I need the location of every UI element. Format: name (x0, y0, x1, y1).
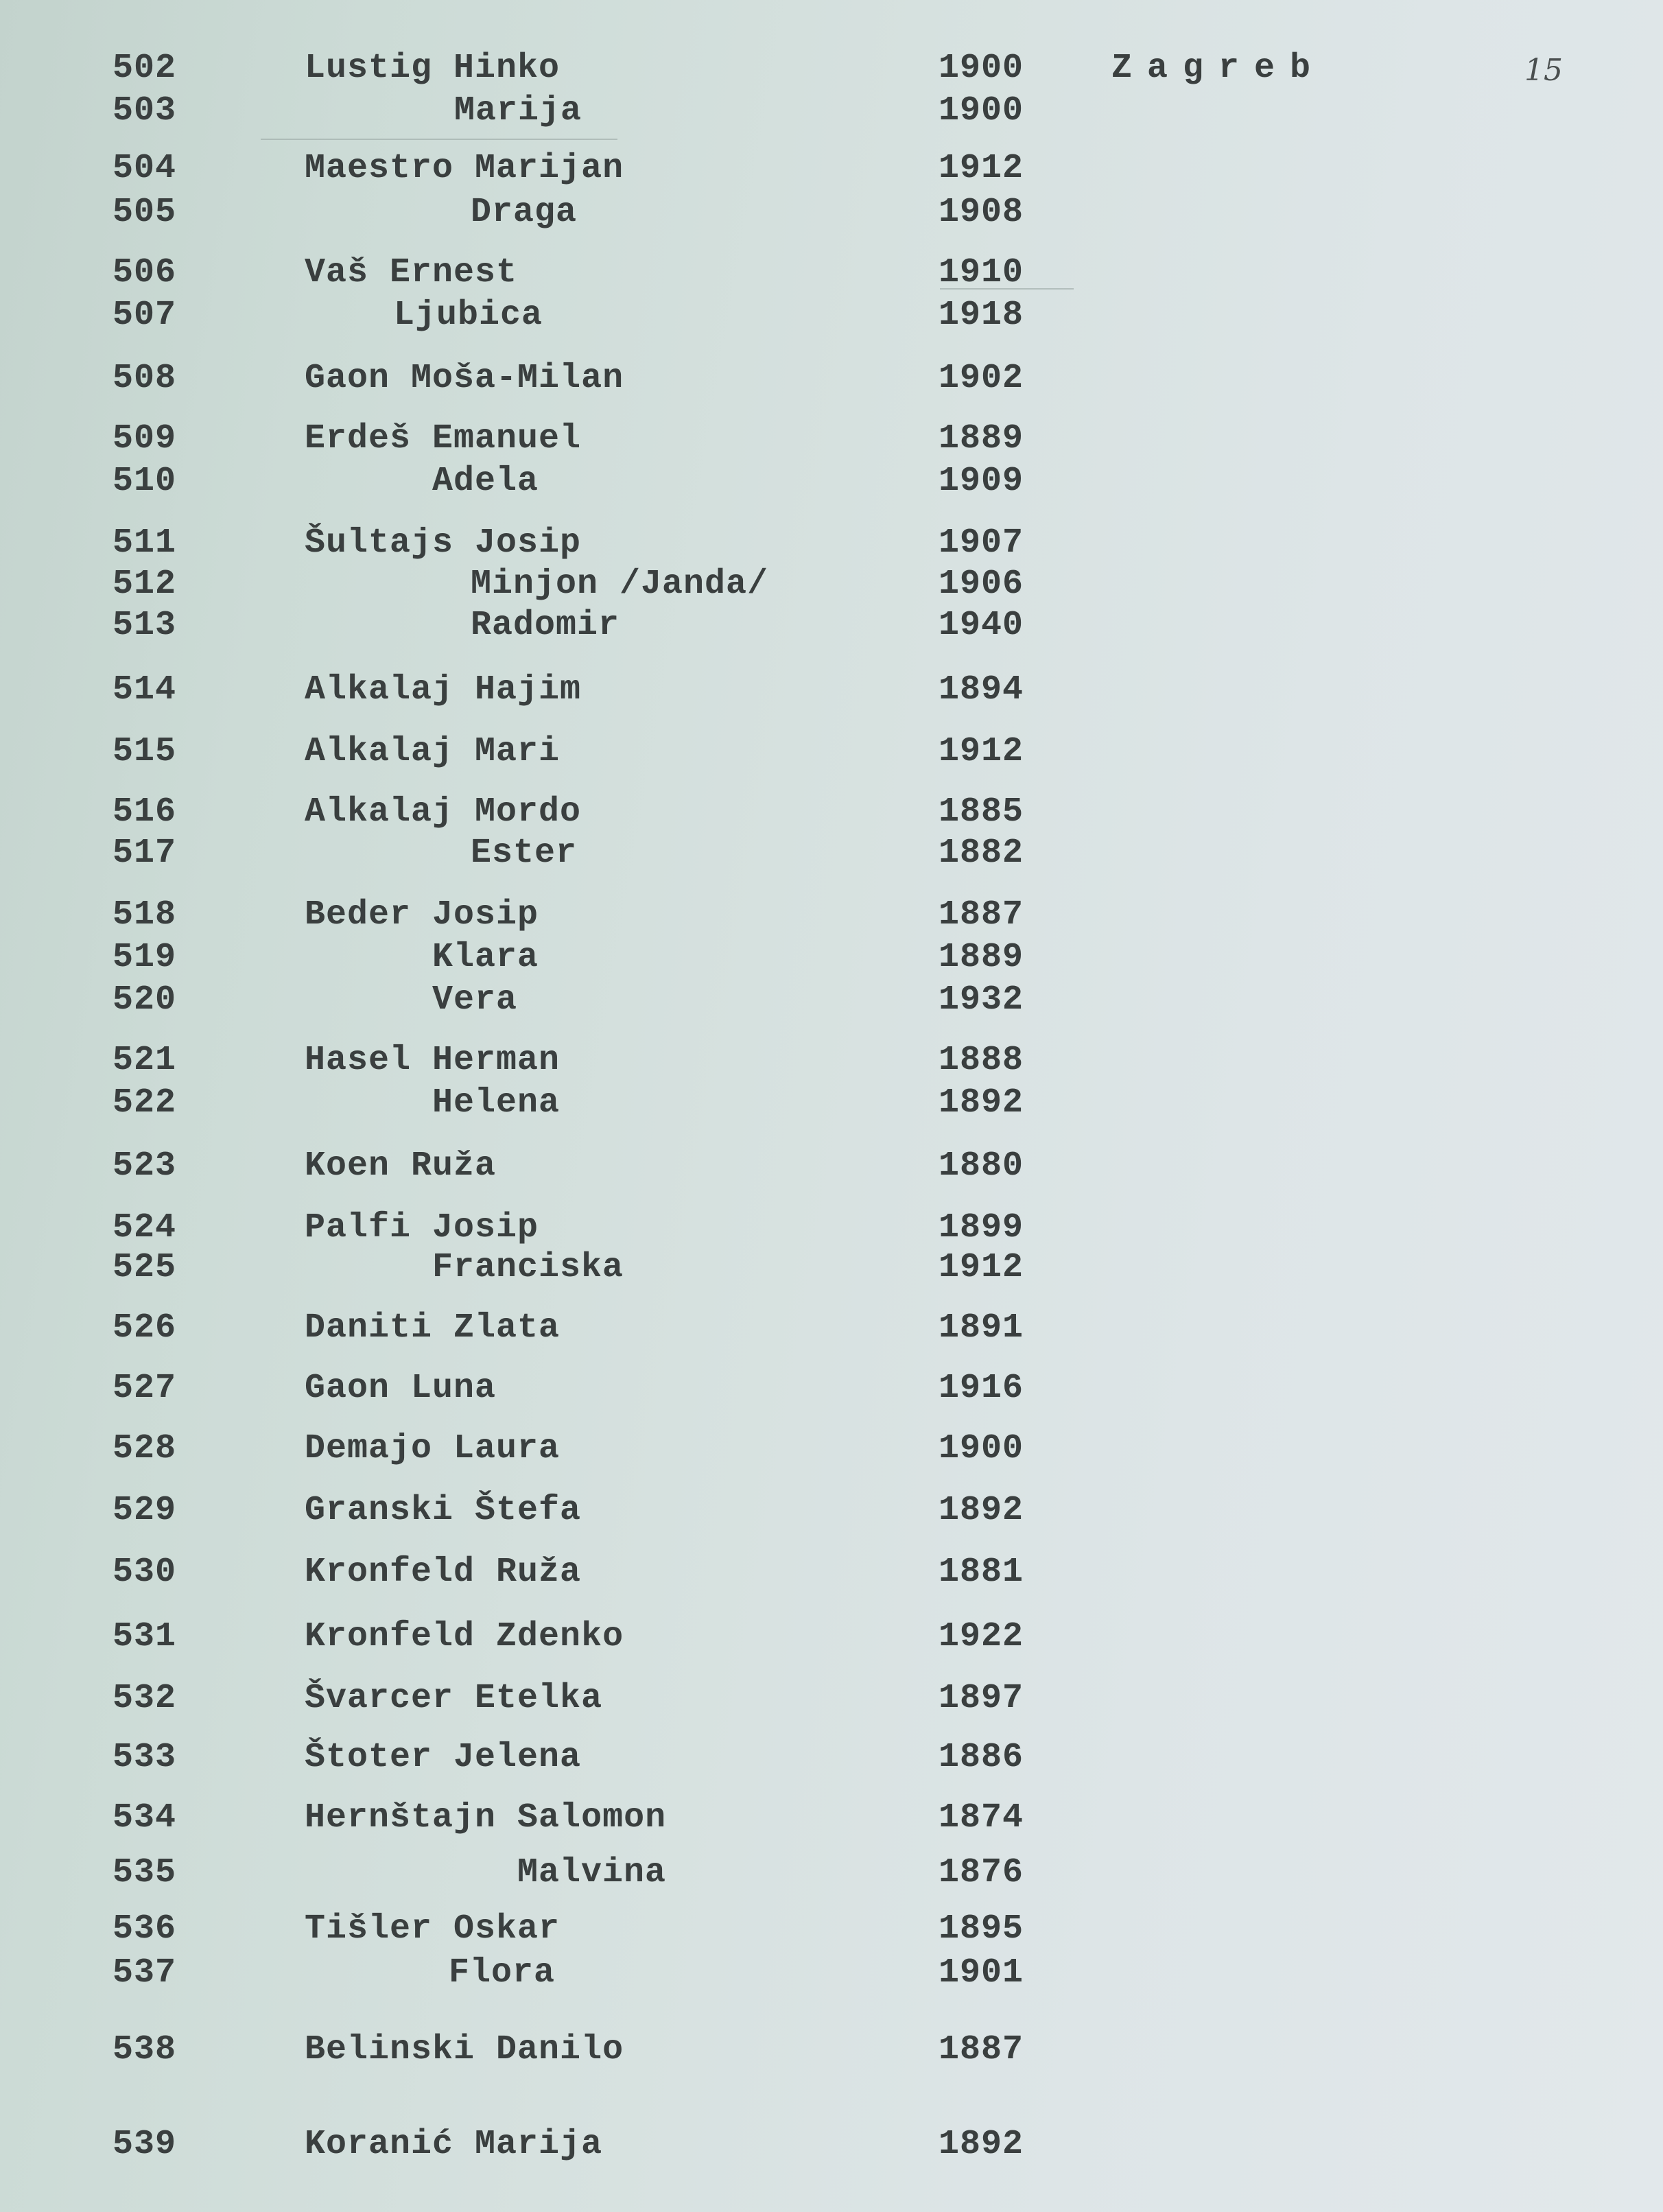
entry-number: 524 (113, 1208, 177, 1247)
entry-number: 507 (113, 296, 177, 335)
entry-number: 526 (113, 1308, 177, 1348)
entry-number: 504 (113, 149, 177, 188)
register-row (0, 1909, 1663, 1950)
birth-year: 1932 (939, 980, 1024, 1020)
register-row (0, 937, 1663, 978)
entry-number: 523 (113, 1146, 177, 1186)
entry-number: 513 (113, 606, 177, 645)
birth-year: 1912 (939, 732, 1024, 771)
birth-year: 1916 (939, 1369, 1024, 1408)
person-name: Belinski Danilo (305, 2030, 624, 2069)
birth-year: 1876 (939, 1853, 1024, 1892)
entry-number: 539 (113, 2125, 177, 2164)
entry-number: 534 (113, 1798, 177, 1837)
entry-number: 529 (113, 1491, 177, 1530)
person-name: Kronfeld Ruža (305, 1553, 582, 1592)
birth-year: 1889 (939, 938, 1024, 977)
birth-year: 1912 (939, 149, 1024, 188)
entry-number: 511 (113, 523, 177, 563)
entry-number: 518 (113, 895, 177, 934)
register-row (0, 564, 1663, 605)
birth-year: 1900 (939, 1429, 1024, 1468)
person-name: Flora (449, 1953, 556, 1992)
person-name: Gaon Moša-Milan (305, 359, 624, 398)
entry-number: 531 (113, 1617, 177, 1656)
register-row (0, 1678, 1663, 1719)
birth-year: 1895 (939, 1909, 1024, 1949)
register-row (0, 792, 1663, 833)
birth-year: 1892 (939, 2125, 1024, 2164)
register-row (0, 731, 1663, 773)
person-name: Koen Ruža (305, 1146, 497, 1186)
birth-year: 1891 (939, 1308, 1024, 1348)
person-name: Erdeš Emanuel (305, 419, 582, 458)
person-name: Hernštajn Salomon (305, 1798, 667, 1837)
register-row (0, 2124, 1663, 2165)
birth-year: 1901 (939, 1953, 1024, 1992)
birth-year: 1900 (939, 49, 1024, 88)
entry-number: 508 (113, 359, 177, 398)
register-row (0, 895, 1663, 936)
person-name: Helena (432, 1083, 561, 1122)
register-row (0, 1368, 1663, 1409)
person-name: Šultajs Josip (305, 523, 582, 563)
birth-year: 1940 (939, 606, 1024, 645)
person-name: Koranić Marija (305, 2125, 603, 2164)
city-heading: Zagreb (1111, 49, 1326, 88)
entry-number: 528 (113, 1429, 177, 1468)
register-row (0, 48, 1663, 89)
entry-number: 521 (113, 1041, 177, 1080)
birth-year: 1908 (939, 193, 1024, 232)
person-name: Gaon Luna (305, 1369, 497, 1408)
person-name: Kronfeld Zdenko (305, 1617, 624, 1656)
entry-number: 515 (113, 732, 177, 771)
person-name: Vaš Ernest (305, 253, 518, 292)
person-name: Alkalaj Hajim (305, 670, 582, 709)
register-row (0, 670, 1663, 711)
register-row (0, 1852, 1663, 1894)
entry-number: 512 (113, 565, 177, 604)
birth-year: 1906 (939, 565, 1024, 604)
birth-year: 1899 (939, 1208, 1024, 1247)
register-row (0, 605, 1663, 646)
birth-year: 1912 (939, 1248, 1024, 1287)
person-name: Granski Štefa (305, 1491, 582, 1530)
person-name: Ljubica (394, 296, 543, 335)
register-row (0, 1737, 1663, 1778)
person-name: Marija (454, 91, 582, 130)
person-name: Štoter Jelena (305, 1738, 582, 1777)
person-name: Alkalaj Mari (305, 732, 561, 771)
entry-number: 519 (113, 938, 177, 977)
register-row (0, 91, 1663, 132)
horizontal-rule (261, 139, 617, 140)
birth-year: 1888 (939, 1041, 1024, 1080)
person-name: Draga (471, 193, 578, 232)
birth-year: 1907 (939, 523, 1024, 563)
birth-year: 1894 (939, 670, 1024, 709)
birth-year: 1900 (939, 91, 1024, 130)
entry-number: 538 (113, 2030, 177, 2069)
birth-year: 1880 (939, 1146, 1024, 1186)
birth-year: 1922 (939, 1617, 1024, 1656)
register-row (0, 1428, 1663, 1470)
register-row (0, 295, 1663, 336)
birth-year: 1882 (939, 834, 1024, 873)
register-row (0, 2029, 1663, 2071)
person-name: Klara (432, 938, 539, 977)
register-row (0, 1247, 1663, 1289)
register-row (0, 1552, 1663, 1593)
entry-number: 514 (113, 670, 177, 709)
register-row (0, 1146, 1663, 1187)
entry-number: 510 (113, 462, 177, 501)
register-row (0, 192, 1663, 233)
entry-number: 527 (113, 1369, 177, 1408)
register-row (0, 1040, 1663, 1081)
register-row (0, 980, 1663, 1021)
birth-year: 1887 (939, 2030, 1024, 2069)
entry-number: 533 (113, 1738, 177, 1777)
person-name: Švarcer Etelka (305, 1679, 603, 1718)
birth-year: 1881 (939, 1553, 1024, 1592)
person-name: Adela (432, 462, 539, 501)
birth-year: 1887 (939, 895, 1024, 934)
register-row (0, 252, 1663, 294)
person-name: Maestro Marijan (305, 149, 624, 188)
register-row (0, 461, 1663, 502)
birth-year: 1886 (939, 1738, 1024, 1777)
person-name: Radomir (471, 606, 620, 645)
register-row (0, 1490, 1663, 1531)
person-name: Vera (432, 980, 518, 1020)
birth-year: 1897 (939, 1679, 1024, 1718)
person-name: Hasel Herman (305, 1041, 561, 1080)
person-name: Ester (471, 834, 578, 873)
register-row (0, 833, 1663, 874)
entry-number: 509 (113, 419, 177, 458)
entry-number: 537 (113, 1953, 177, 1992)
register-row (0, 358, 1663, 399)
register-row (0, 419, 1663, 460)
register-row (0, 1953, 1663, 1994)
entry-number: 522 (113, 1083, 177, 1122)
entry-number: 516 (113, 792, 177, 832)
register-row (0, 1308, 1663, 1349)
person-name: Palfi Josip (305, 1208, 539, 1247)
register-row (0, 148, 1663, 189)
entry-number: 525 (113, 1248, 177, 1287)
birth-year: 1909 (939, 462, 1024, 501)
entry-number: 532 (113, 1679, 177, 1718)
person-name: Malvina (517, 1853, 667, 1892)
person-name: Franciska (432, 1248, 624, 1287)
birth-year: 1874 (939, 1798, 1024, 1837)
person-name: Beder Josip (305, 895, 539, 934)
entry-number: 502 (113, 49, 177, 88)
birth-year: 1892 (939, 1083, 1024, 1122)
person-name: Minjon /Janda/ (471, 565, 769, 604)
birth-year: 1910 (939, 253, 1024, 292)
person-name: Demajo Laura (305, 1429, 561, 1468)
birth-year: 1892 (939, 1491, 1024, 1530)
entry-number: 503 (113, 91, 177, 130)
register-row (0, 1208, 1663, 1249)
entry-number: 505 (113, 193, 177, 232)
person-name: Lustig Hinko (305, 49, 561, 88)
register-row (0, 1083, 1663, 1124)
birth-year: 1889 (939, 419, 1024, 458)
birth-year: 1885 (939, 792, 1024, 832)
person-name: Alkalaj Mordo (305, 792, 582, 832)
entry-number: 536 (113, 1909, 177, 1949)
person-name: Daniti Zlata (305, 1308, 561, 1348)
register-row (0, 523, 1663, 564)
entry-number: 517 (113, 834, 177, 873)
register-row (0, 1616, 1663, 1658)
register-row (0, 1798, 1663, 1839)
entry-number: 520 (113, 980, 177, 1020)
person-name: Tišler Oskar (305, 1909, 561, 1949)
birth-year: 1918 (939, 296, 1024, 335)
page-number: 15 (1524, 53, 1563, 88)
entry-number: 530 (113, 1553, 177, 1592)
entry-number: 535 (113, 1853, 177, 1892)
birth-year: 1902 (939, 359, 1024, 398)
entry-number: 506 (113, 253, 177, 292)
